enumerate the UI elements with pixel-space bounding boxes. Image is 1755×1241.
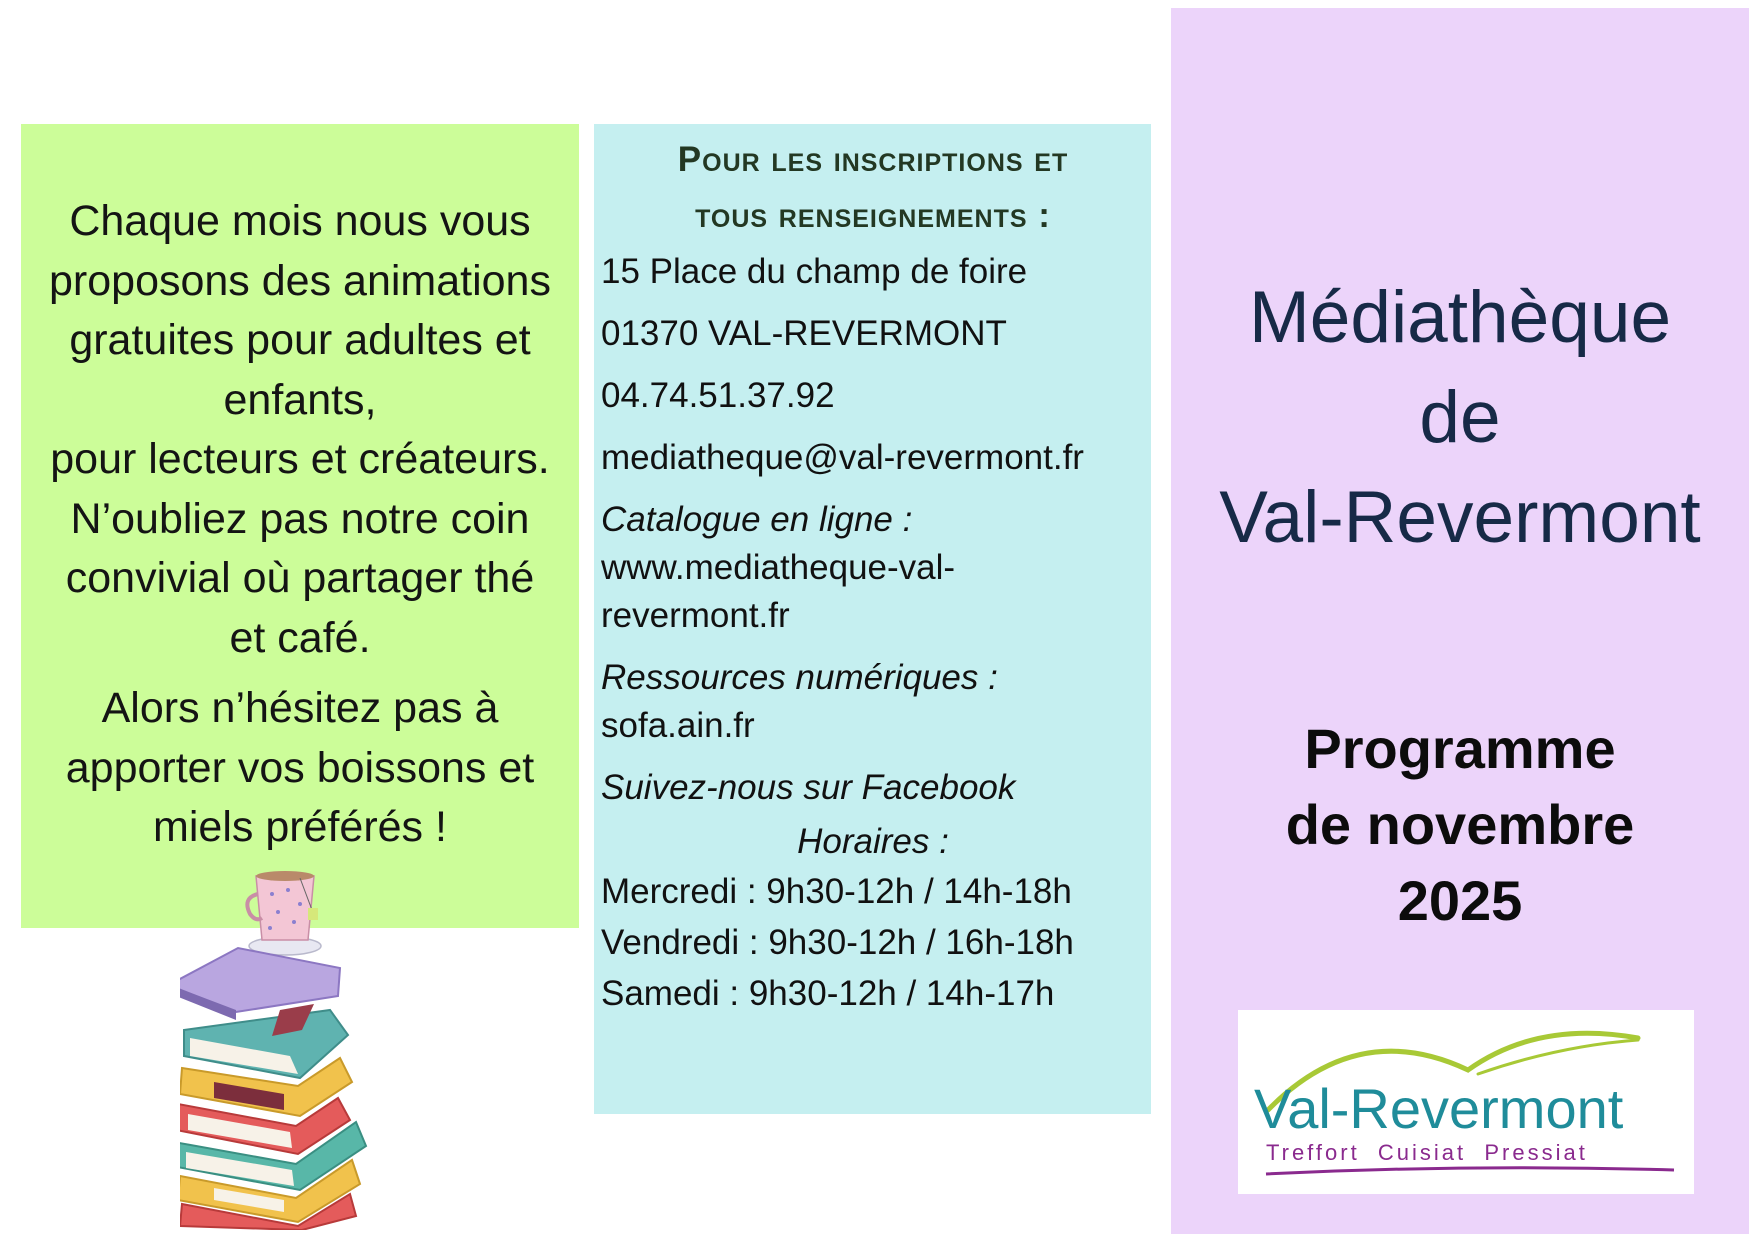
library-title-line: Val-Revermont — [1219, 477, 1701, 558]
intro-line: proposons des animations — [49, 256, 551, 305]
program-title-line: Programme — [1304, 717, 1616, 780]
resources-label: Ressources numériques : — [601, 658, 998, 697]
val-revermont-logo-graphic — [1238, 1010, 1694, 1194]
hours-row: Mercredi : 9h30-12h / 14h-18h — [601, 872, 1072, 911]
program-title-line: 2025 — [1397, 869, 1523, 932]
hours-row: Samedi : 9h30-12h / 14h-17h — [601, 974, 1055, 1013]
program-title — [1171, 711, 1749, 939]
program-title-line: de novembre — [1285, 793, 1635, 856]
contact-heading-line: tous renseignements : — [695, 196, 1051, 235]
hours-title: Horaires : — [797, 822, 949, 861]
contact-panel — [594, 124, 1151, 1114]
contact-heading-line: Pour les inscriptions et — [677, 140, 1069, 179]
intro-line: N’oubliez pas notre coin — [70, 494, 530, 543]
intro-panel — [21, 124, 579, 928]
address: 15 Place du champ de foire — [601, 252, 1028, 291]
teacup-icon — [247, 871, 321, 955]
intro-line: miels préférés ! — [153, 803, 447, 851]
books-teacup-illustration — [180, 860, 420, 1230]
catalogue-link[interactable] — [601, 544, 1145, 640]
catalogue-label: Catalogue en ligne : — [601, 500, 913, 539]
intro-line: apporter vos boissons et — [65, 743, 535, 792]
intro-paragraph — [29, 192, 571, 668]
hours-row: Vendredi : 9h30-12h / 16h-18h — [601, 923, 1074, 962]
email-link[interactable]: mediatheque@val-revermont.fr — [601, 438, 1084, 477]
library-title-line: de — [1419, 377, 1501, 458]
intro-line: Chaque mois nous vous — [69, 197, 531, 245]
city: 01370 VAL-REVERMONT — [601, 314, 1007, 353]
val-revermont-logo — [1238, 1010, 1694, 1194]
contact-heading — [601, 132, 1145, 244]
intro-line: et café. — [229, 613, 371, 662]
logo-name: Val-Revermont — [1254, 1077, 1624, 1140]
library-title — [1171, 268, 1749, 568]
intro-line: Alors n’hésitez pas à — [101, 684, 499, 732]
intro-line: enfants, — [223, 375, 377, 424]
catalogue-url-line[interactable]: revermont.fr — [601, 596, 790, 635]
logo-villages: Treffort Cuisiat Pressiat — [1266, 1140, 1588, 1165]
intro-line: pour lecteurs et créateurs. — [50, 435, 550, 483]
facebook-link[interactable]: Suivez-nous sur Facebook — [601, 768, 1016, 807]
intro-line: convivial où partager thé — [65, 554, 535, 602]
catalogue-url-line[interactable]: www.mediatheque-val- — [601, 548, 956, 587]
intro-paragraph-invitation — [29, 679, 571, 858]
resources-link[interactable]: sofa.ain.fr — [601, 706, 755, 745]
intro-line: gratuites pour adultes et — [69, 316, 531, 364]
library-title-line: Médiathèque — [1248, 277, 1672, 358]
phone-number[interactable]: 04.74.51.37.92 — [601, 376, 835, 415]
